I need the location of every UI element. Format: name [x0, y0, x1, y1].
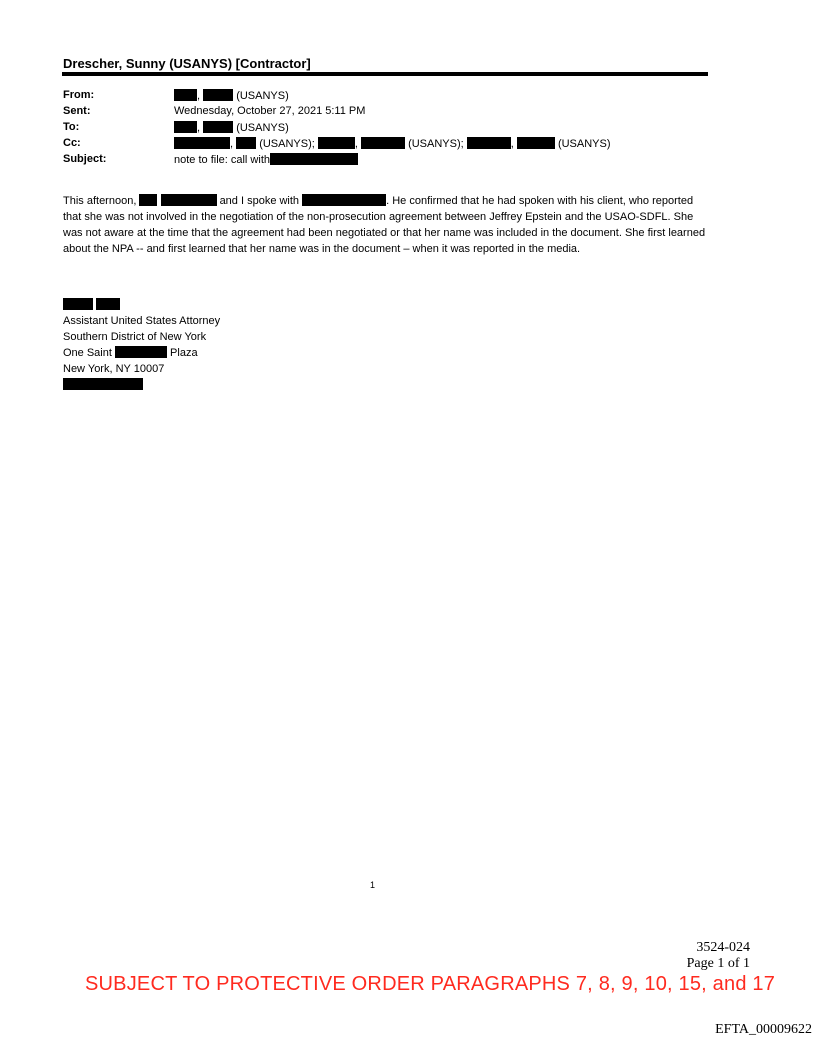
redaction-block: [96, 298, 120, 310]
subject-label: Subject:: [63, 153, 107, 165]
sent-label: Sent:: [63, 105, 91, 117]
cc-org-1: (USANYS);: [259, 138, 315, 150]
subject-value: [174, 153, 358, 166]
to-label: To:: [63, 121, 80, 133]
body-paragraph: [63, 193, 713, 257]
redaction-block: [270, 153, 358, 165]
email-body: [63, 193, 713, 257]
redaction-block: [174, 137, 230, 149]
signature-address: [63, 345, 220, 361]
signature-name: [63, 297, 220, 313]
efta-identifier: EFTA_00009622: [715, 1022, 812, 1037]
cc-value: , (USANYS); , (USANYS); , (USANYS): [174, 137, 611, 150]
cc-org-3: (USANYS): [557, 138, 611, 150]
redaction-block: [361, 137, 405, 149]
signature-block: [63, 297, 220, 393]
from-value: , (USANYS): [174, 89, 289, 102]
body-text-b: and I spoke with: [219, 195, 300, 207]
redaction-block: [203, 121, 233, 133]
redaction-block: [63, 298, 93, 310]
redaction-block: [174, 121, 197, 133]
subject-text: note to file: call with: [174, 154, 270, 166]
cc-org-2: (USANYS);: [408, 138, 464, 150]
redaction-block: [115, 346, 167, 358]
address-suffix: Plaza: [170, 347, 198, 359]
redaction-block: [517, 137, 555, 149]
body-text-c: . He confirmed that he had spoken with his client, who reported that she was not involved in the negotiation of the non-prosecution agreement between Jeffrey Epstein and the USAO-SDFL. She was not aware at the time that the agreement had been negotiated or that her name was included in the document. She first learned about the NPA -- and first learned that her name was in the document – when it was reported in the media.: [63, 195, 706, 255]
signature-title: Assistant United States Attorney: [63, 315, 221, 327]
from-org: (USANYS): [236, 90, 289, 102]
redaction-block: [63, 378, 143, 390]
header-rule: [62, 72, 708, 76]
bates-code: 3524-024: [696, 940, 750, 955]
signature-phone: [63, 377, 220, 393]
body-text-a: This afternoon,: [63, 195, 137, 207]
from-label: From:: [63, 89, 95, 101]
redaction-block: [139, 194, 157, 206]
signature-city: New York, NY 10007: [63, 363, 165, 375]
redaction-block: [174, 89, 197, 101]
sent-value: Wednesday, October 27, 2021 5:11 PM: [174, 105, 366, 117]
cc-label: Cc:: [63, 137, 81, 149]
to-value: , (USANYS): [174, 121, 289, 134]
redaction-block: [302, 194, 386, 206]
to-org: (USANYS): [236, 122, 289, 134]
redaction-block: [467, 137, 511, 149]
mailbox-owner-name: Drescher, Sunny (USANYS) [Contractor]: [63, 56, 311, 71]
redaction-block: [236, 137, 256, 149]
page-number: 1: [370, 880, 376, 890]
protective-order-notice: SUBJECT TO PROTECTIVE ORDER PARAGRAPHS 7, 8, 9, 10, 15, and 17: [85, 973, 776, 995]
address-prefix: One Saint: [63, 347, 112, 359]
redaction-block: [318, 137, 355, 149]
signature-office: Southern District of New York: [63, 331, 207, 343]
redaction-block: [161, 194, 217, 206]
redaction-block: [203, 89, 233, 101]
bates-page: Page 1 of 1: [686, 956, 750, 971]
